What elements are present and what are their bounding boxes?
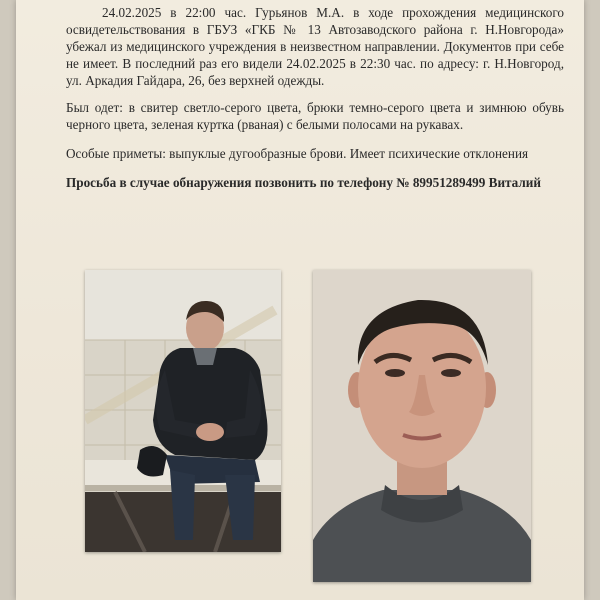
incident-paragraph	[66, 4, 564, 89]
notice-sheet	[16, 0, 584, 600]
contact-paragraph: Просьба в случае обнаружения позвонить по телефону № 89951289499 Виталий	[66, 175, 541, 190]
photo-portrait	[313, 270, 531, 582]
photo-portrait-image	[313, 270, 531, 582]
last-seen-text: В последний раз его видели 24.02.2025 в 22:30 час. по адресу: г. Н.Новгород, ул. Аркадия Гайдара, 26, без верхней одежды.	[66, 56, 565, 88]
photo-sitting-image	[85, 270, 281, 552]
clothing-paragraph: Был одет: в свитер светло-серого цвета, брюки темно-серого цвета и зимнюю обувь черного цвета, зеленая куртка (рваная) с белыми полосами на рукавах.	[66, 100, 564, 132]
photo-sitting	[85, 270, 281, 552]
features-paragraph: Особые приметы: выпуклые дугообразные брови. Имеет психические отклонения	[66, 146, 529, 161]
incident-text: 24.02.2025 в 22:00 час. Гурьянов М.А. в ходе прохождения медицинского освидетельствования в ГБУЗ «ГКБ № 13 Автозаводского района г. Н.Новгорода» убежал из медицинского учреждения в неизвестном направлении. Документов при себе не имеет.	[66, 5, 564, 71]
notice-text	[66, 4, 564, 203]
